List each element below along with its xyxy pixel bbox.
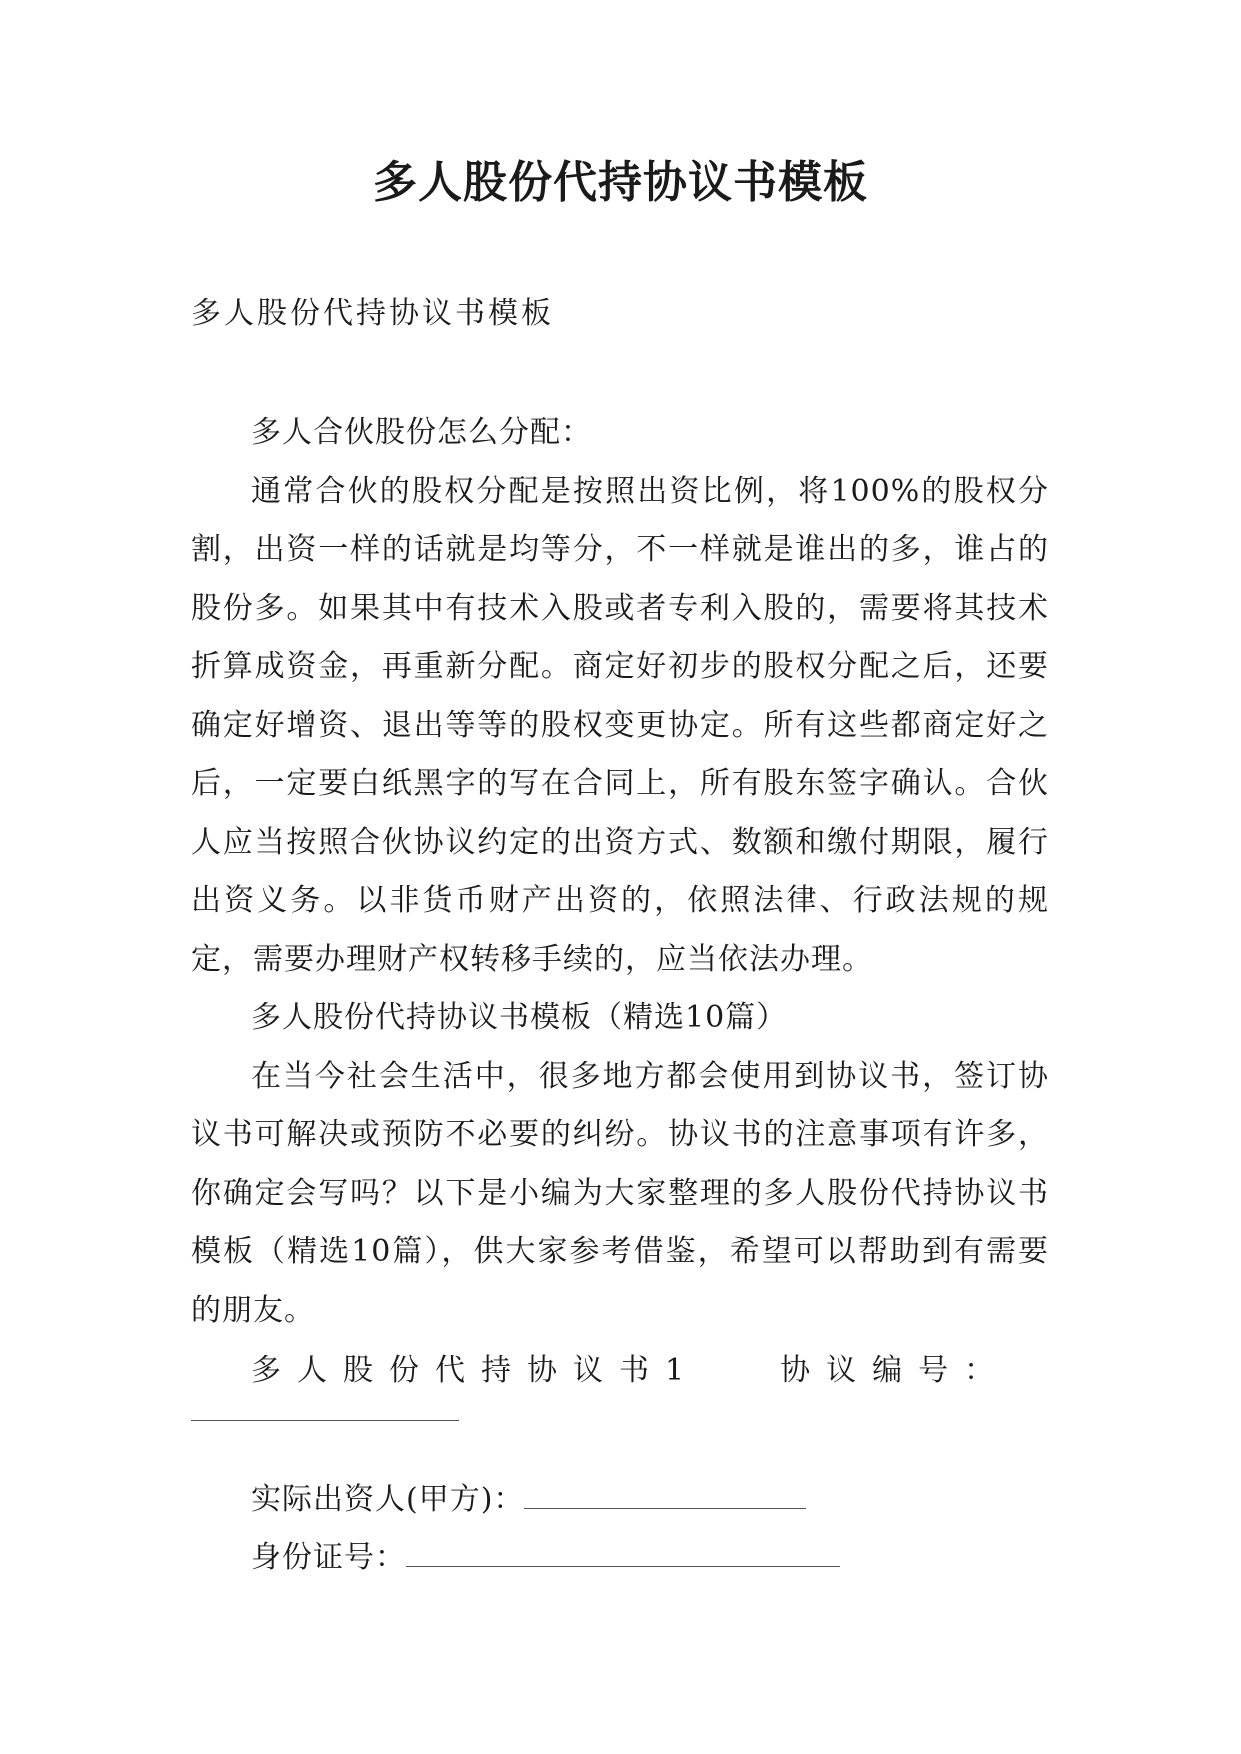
- id-number-blank[interactable]: [406, 1532, 840, 1567]
- id-number-label: 身份证号：: [251, 1540, 406, 1575]
- document-subtitle: 多人股份代持协议书模板: [191, 296, 554, 331]
- document-title: 多人股份代持协议书模板: [373, 157, 868, 208]
- agreement-heading: 多人股份代持协议书1: [251, 1353, 701, 1388]
- agreement-number-blank[interactable]: [191, 1419, 459, 1421]
- investor-field-row: [191, 1471, 1049, 1530]
- agreement-number-blank-row: [191, 1401, 1049, 1471]
- paragraph-intro: 在当今社会生活中，很多地方都会使用到协议书，签订协议书可解决或预防不必要的纠纷。协议书的注意事项有许多，你确定会写吗？以下是小编为大家整理的多人股份代持协议书模板（精选10篇），供大家参考借鉴，希望可以帮助到有需要的朋友。: [191, 1058, 1049, 1328]
- investor-blank[interactable]: [524, 1474, 806, 1509]
- section-question: 多人合伙股份怎么分配：: [251, 415, 592, 450]
- agreement-number-label: 协议编号：: [780, 1353, 1011, 1388]
- paragraph-equity-allocation: 通常合伙的股权分配是按照出资比例，将100%的股权分割，出资一样的话就是均等分，不一样就是谁出的多，谁占的股份多。如果其中有技术入股或者专利入股的，需要将其技术折算成资金，再重新分配。商定好初步的股权分配之后，还要确定好增资、退出等等的股权变更协定。所有这些都商定好之后，一定要白纸黑字的写在合同上，所有股东签字确认。合伙人应当按照合伙协议约定的出资方式、数额和缴付期限，履行出资义务。以非货币财产出资的，依照法律、行政法规的规定，需要办理财产权转移手续的，应当依法办理。: [191, 473, 1049, 977]
- investor-label: 实际出资人(甲方)：: [251, 1481, 525, 1517]
- id-field-row: [191, 1529, 1049, 1588]
- document-body: [191, 404, 1049, 1588]
- agreement-heading-row: [191, 1342, 1049, 1401]
- section-heading-templates: 多人股份代持协议书模板（精选10篇）: [251, 1000, 788, 1035]
